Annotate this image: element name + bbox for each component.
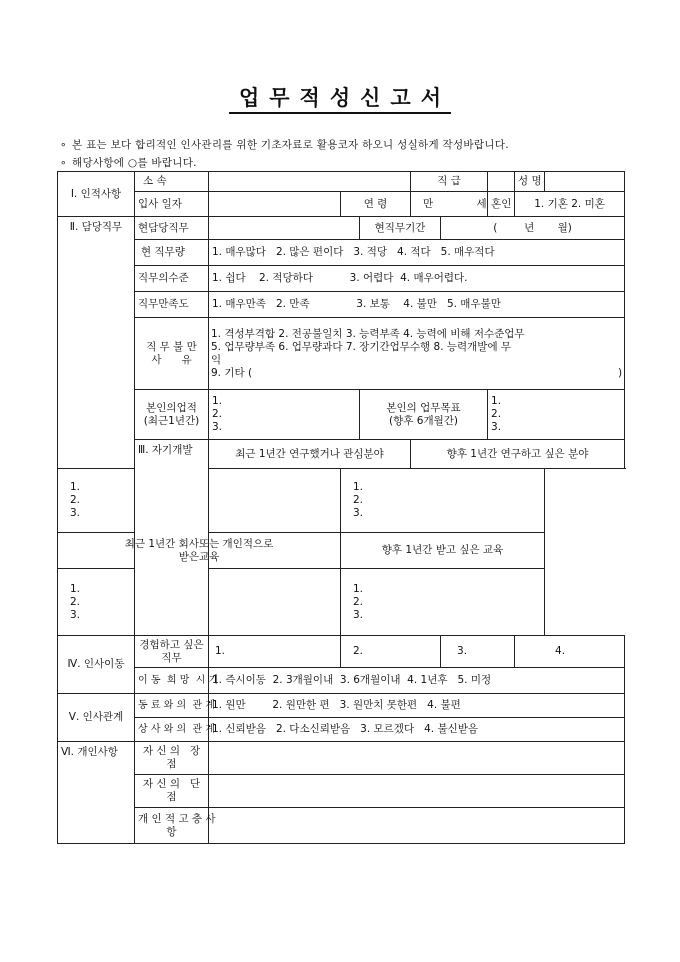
timing-options[interactable]: 1. 즉시이동 2. 3개월이내 3. 6개월이내 4. 1년후 5. 미정	[209, 668, 625, 694]
satisfaction-options[interactable]: 1. 매우만족 2. 만족 3. 보통 4. 불만 5. 매우불만	[209, 292, 625, 318]
application-form-table	[57, 171, 625, 844]
workload-label: 현 직무량	[135, 240, 209, 266]
extra-label: 개 인 적 고 충 사 항	[135, 808, 209, 844]
wish-duty-label: 경험하고 싶은 직무	[135, 636, 209, 668]
name-label: 성 명	[515, 172, 545, 192]
dissatisfaction-label: 직 무 불 만 사 유	[135, 318, 209, 390]
grade-label: 직 급	[411, 172, 488, 192]
wish-duty-1[interactable]: 1.	[209, 636, 341, 668]
level-label: 직무의수준	[135, 266, 209, 292]
bullet-icon: ∘	[60, 157, 67, 169]
wish-duty-4[interactable]: 4.	[515, 636, 625, 668]
coworker-label: 동 료 와 의 관 계	[135, 694, 209, 718]
age-field[interactable]: 만 세	[411, 192, 488, 217]
form-title-text: 업무적성신고서	[229, 85, 451, 114]
boss-label: 상 사 와 의 관 계	[135, 718, 209, 742]
instruction-note-1	[60, 137, 509, 152]
section-5-label: Ⅴ. 인사관계	[58, 694, 135, 742]
wish-duty-3[interactable]: 3.	[441, 636, 515, 668]
extra-field[interactable]	[209, 808, 625, 844]
bullet-icon: ∘	[60, 139, 67, 151]
current-duty-label: 현담당직무	[135, 217, 209, 240]
instruction-text-1: 본 표는 보다 합리적인 인사관리를 위한 기초자료로 활용코자 하오니 성실하게 작성바랍니다.	[72, 139, 509, 151]
age-label: 연 령	[341, 192, 411, 217]
instruction-text-2: 해당사항에 ○를 바랍니다.	[72, 157, 197, 169]
form-title	[0, 82, 680, 112]
join-date-label: 입사 일자	[135, 192, 209, 217]
period-label: 현직무기간	[360, 217, 441, 240]
timing-label: 이 동 희 망 시 기	[135, 668, 209, 694]
current-duty-field[interactable]	[209, 217, 360, 240]
edu-want-label: 향후 1년간 받고 싶은 교육	[341, 533, 545, 569]
period-field[interactable]: ( 년 월)	[441, 217, 625, 240]
section-2-label: Ⅱ. 담당직무	[58, 217, 135, 469]
studied-label: 최근 1년간 연구했거나 관심분야	[209, 440, 411, 469]
section-3-label: Ⅲ. 자기개발	[135, 440, 209, 636]
boss-options[interactable]: 1. 신뢰받음 2. 다소신뢰받음 3. 모르겠다 4. 불신받음	[209, 718, 625, 742]
weakness-label: 자 신 의 단 점	[135, 775, 209, 808]
dept-field[interactable]	[209, 172, 411, 192]
section-6-label: Ⅵ. 개인사항	[58, 742, 135, 844]
performance-label: 본인의업적 (최근1년간)	[135, 390, 209, 440]
grade-field[interactable]	[488, 172, 515, 192]
section-1-label: Ⅰ. 인적사항	[58, 172, 135, 217]
edu-taken-label: 최근 1년간 회사또는 개인적으로 받은교육	[58, 533, 341, 569]
satisfaction-label: 직무만족도	[135, 292, 209, 318]
wish-duty-2[interactable]: 2.	[341, 636, 441, 668]
dissatisfaction-options[interactable]: 1. 격성부격합 2. 전공불일치 3. 능력부족 4. 능력에 비해 저수준업무 5. 업무량부족 6. 업무량과다 7. 장기간업무수행 8. 능력개발에 무 익 9. 기타 ( )	[209, 318, 625, 390]
weakness-field[interactable]	[209, 775, 625, 808]
studied-field[interactable]: 1. 2. 3.	[58, 469, 341, 533]
dept-label: 소 속	[135, 172, 209, 192]
goal-field[interactable]: 1. 2. 3.	[488, 390, 625, 440]
instruction-note-2	[60, 155, 197, 170]
strength-label: 자 신 의 장 점	[135, 742, 209, 775]
want-study-label: 향후 1년간 연구하고 싶은 분야	[411, 440, 625, 469]
want-study-field[interactable]: 1. 2. 3.	[341, 469, 545, 533]
married-options[interactable]: 1. 기혼 2. 미혼	[515, 192, 625, 217]
coworker-options[interactable]: 1. 원만 2. 원만한 편 3. 원만치 못한편 4. 불편	[209, 694, 625, 718]
strength-field[interactable]	[209, 742, 625, 775]
goal-label: 본인의 업무목표 (향후 6개월간)	[360, 390, 488, 440]
join-date-field[interactable]	[209, 192, 341, 217]
name-field[interactable]	[545, 172, 625, 192]
edu-want-field[interactable]: 1. 2. 3.	[341, 569, 545, 636]
section-4-label: Ⅳ. 인사이동	[58, 636, 135, 694]
level-options[interactable]: 1. 쉽다 2. 적당하다 3. 어렵다 4. 매우어렵다.	[209, 266, 625, 292]
performance-field[interactable]: 1. 2. 3.	[209, 390, 360, 440]
married-label: 혼인	[488, 192, 515, 217]
edu-taken-field[interactable]: 1. 2. 3.	[58, 569, 341, 636]
workload-options[interactable]: 1. 매우많다 2. 많은 편이다 3. 적당 4. 적다 5. 매우적다	[209, 240, 625, 266]
